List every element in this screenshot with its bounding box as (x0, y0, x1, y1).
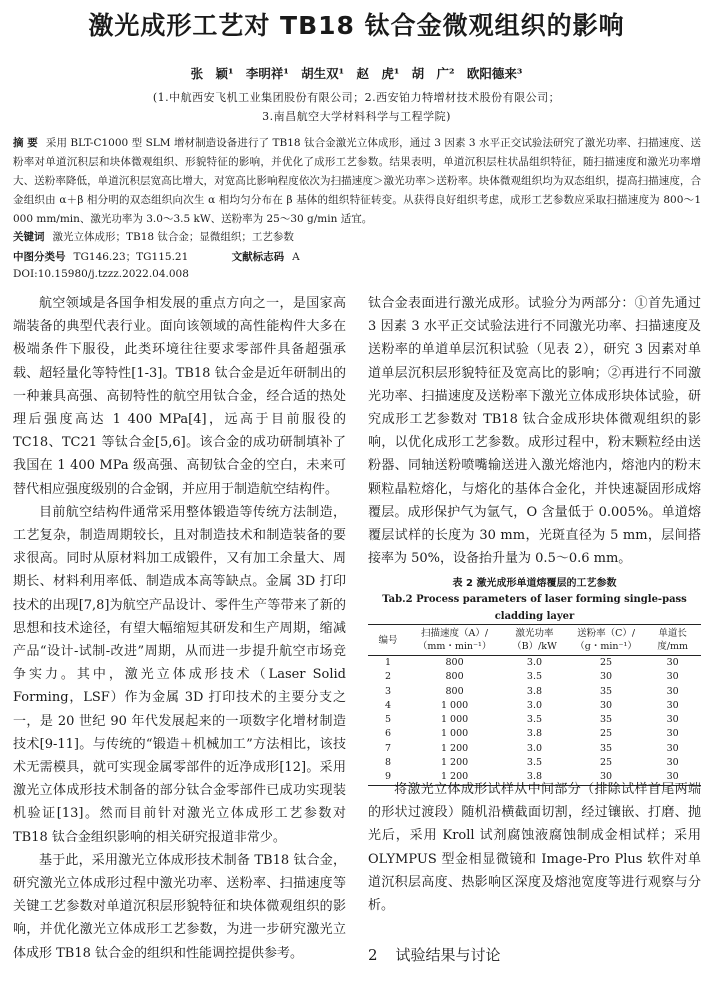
abstract (13, 134, 701, 229)
table-cell: 1 000 (440, 728, 469, 740)
body-paragraph-2: 目前航空结构件通常采用整体锻造等传统方法制造，工艺复杂，制造周期较长，且对制造技术和制造装备的要求很高。同时从原材料加工成锻件，又有加工余量大、周期长、材料利用率低、制造成本高等缺点。金属 3D 打印技术的出现[7,8]为航空产品设计、零件生产等带来了新的思想和技术途径，有望大幅缩短其研发和生产周期，缩减产品“设计-试制-改进”周期，从而进一步提升航空市场竞争实力。其中，激光立体成形技术（Laser Solid Forming，LSF）作为金属 3D 打印技术的主要分支之一，是 20 世纪 90 年代发展起来的一项数字化增材制造技术[9-11]。与传统的“锻造＋机械加工”方法相比，该技术无需模具，就可实现金属零部件的近净成形[12]。采用激光立体成形技术制备的部分钛合金零部件已成功实现装机验证[13]。然而目前针对激光立体成形工艺参数对 TB18 钛合金组织影响的相关研究报道非常少。 (13, 504, 346, 845)
table-row (368, 713, 701, 727)
table-cell: 6 (384, 728, 391, 740)
table-cell: 3.0 (526, 657, 543, 668)
right-column-bottom (368, 778, 701, 917)
keywords-label: 关键词 (13, 231, 45, 243)
table-caption-en: Tab.2 Process parameters of laser forming single-pass cladding layer (382, 594, 687, 622)
table-row (368, 699, 701, 713)
table-cell: 1 000 (440, 714, 469, 726)
table-header-row (368, 625, 701, 656)
table-row (368, 670, 701, 684)
table-cell: 1 000 (440, 699, 469, 711)
table-header-cell: 送粉率（C）/（g・min⁻¹） (568, 625, 645, 656)
process-parameter-table (368, 624, 701, 786)
table-cell: 3.5 (526, 671, 543, 683)
table-row (368, 727, 701, 741)
table-cell: 3.8 (526, 685, 543, 697)
table-cell: 30 (644, 770, 701, 785)
abstract-label: 摘 要 (13, 137, 38, 149)
table-caption-cn: 表 2 激光成形单道熔覆层的工艺参数 (452, 578, 617, 589)
table-cell: 800 (445, 685, 464, 697)
table-header-cell: 扫描速度（A）/（mm・min⁻¹） (408, 625, 501, 656)
body-paragraph-3: 基于此，采用激光立体成形技术制备 TB18 钛合金，研究激光立体成形过程中激光功率、送粉率、扫描速度等关键工艺参数对单道沉积层形貌特征和块体微观组织的影响，并优化激光立体成形工艺参数，为进一步研究激光立体成形 TB18 钛合金的组织和性能调控提供参考。 (13, 852, 346, 961)
table-cell: 800 (445, 671, 464, 683)
table-row (368, 756, 701, 770)
section-title: 试验结果与讨论 (395, 946, 501, 964)
table-cell: 35 (600, 742, 613, 754)
table-cell: 30 (600, 699, 613, 711)
table-cell: 1 200 (440, 742, 469, 754)
table-cell: 30 (568, 770, 645, 785)
table-row (368, 742, 701, 756)
table-cell: 30 (666, 685, 679, 697)
paper-title: 激光成形工艺对 TB18 钛合金微观组织的影响 (88, 11, 625, 40)
doc-code-value: A (292, 251, 300, 263)
table-cell: 25 (600, 657, 613, 668)
keywords-text: 激光立体成形；TB18 钛合金；显微组织；工艺参数 (52, 231, 294, 243)
table-cell: 25 (600, 757, 613, 769)
clc-label: 中图分类号 (13, 251, 66, 263)
table-cell: 30 (666, 714, 679, 726)
body-paragraph-1: 航空领域是各国争相发展的重点方向之一，是国家高端装备的典型代表行业。面向该领域的高性能构件大多在极端条件下服役，此类环境往往要求零部件具备超强承载、超轻量化等特性[1-3]。TB18 钛合金是近年研制出的一种兼具高强、高韧特性的航空用钛合金，经合适的热处理后强度高达 1 400 MPa[4]，远高于目前服役的 TC18、TC21 等钛合金[5,6]。该合金的成功研制填补了我国在 1 400 MPa 级高强、高韧钛合金的空白，未来可替代相应强度级别的合金钢，并应用于制造航空结构件。 (13, 296, 346, 497)
table-cell: 30 (666, 671, 679, 683)
table-cell: 35 (600, 714, 613, 726)
table-cell: 800 (445, 657, 464, 668)
table-cell: 5 (384, 714, 391, 726)
affiliation-line-1: (1.中航西安飞机工业集团股份有限公司；2.西安铂力特增材技术股份有限公司； (152, 91, 561, 104)
section-number: 2 (368, 946, 378, 964)
table-header-cell: 编号 (368, 625, 408, 656)
section-heading (368, 944, 501, 965)
table-cell: 3 (384, 685, 391, 697)
table-row (368, 685, 701, 699)
table-cell: 3.0 (526, 742, 543, 754)
table-cell: 9 (368, 770, 408, 785)
table-cell: 4 (384, 699, 391, 711)
table-cell: 7 (384, 742, 391, 754)
table-cell: 1 200 (408, 770, 501, 785)
table-header-cell: 激光功率（B）/kW (501, 625, 568, 656)
author-list: 张 颖¹ 李明祥¹ 胡生双¹ 赵 虎¹ 胡 广² 欧阳德来³ (190, 66, 523, 81)
table-cell: 3.8 (526, 728, 543, 740)
table-cell: 3.5 (526, 714, 543, 726)
clc-value: TG146.23；TG115.21 (73, 251, 189, 263)
table-cell: 1 200 (440, 757, 469, 769)
left-column (13, 292, 346, 965)
right-column-top (368, 292, 701, 570)
abstract-text: 采用 BLT-C1000 型 SLM 增材制造设备进行了 TB18 钛合金激光立体成形，通过 3 因素 3 水平正交试验法研究了激光功率、扫描速度、送粉率对单道沉积层和块体微观组织、形貌特征的影响，并优化了成形工艺参数。结果表明，单道沉积层柱状晶组织特征，随扫描速度和激光功率增大、送粉率降低，单道沉积层宽高比增大，对宽高比影响程度依次为扫描速度＞激光功率＞送粉率。块体微观组织均为双态组织，提高扫描速度，合金组织由 α＋β 相分明的双态组织向次生 α 相均匀分布在 β 基体的组织特征转变。从获得良好组织考虑，成形工艺参数应采取扫描速度为 800～1 000 mm/min、激光功率为 3.0～3.5 kW、送粉率为 25～30 g/min 适宜。 (13, 137, 701, 225)
body-paragraph-continued: 钛合金表面进行激光成形。试验分为两部分：①首先通过 3 因素 3 水平正交试验法进行不同激光功率、扫描速度及送粉率的单道单层沉积试验（见表 2），研究 3 因素对单道单层沉积层形貌特征及宽高比的影响；②再进行不同激光功率、扫描速度及送粉率下激光立体成形块体试验，研究成形工艺参数对 TB18 钛合金成形块体微观组织的影响，以优化成形工艺参数。成形过程中，粉末颗粒经由送粉器、同轴送粉喷嘴输送进入激光熔池内，熔池内的粉末颗粒晶粒熔化，与熔化的基体合金化，并快速凝固形成熔覆层。成形保护气为氩气，O 含量低于 0.005%。单道熔覆层试样的长度为 30 mm，光斑直径为 5 mm，层间搭接率为 50%，设备抬升量为 0.5～0.6 mm。 (368, 296, 701, 567)
table-cell: 2 (384, 671, 391, 683)
doc-code-label: 文献标志码 (231, 251, 285, 263)
table-cell: 8 (384, 757, 391, 769)
table-cell: 30 (666, 728, 679, 740)
affiliation-line-2: 3.南昌航空大学材料科学与工程学院) (262, 110, 451, 123)
table-cell: 30 (666, 757, 679, 769)
table-cell: 30 (666, 742, 679, 754)
table-cell: 3.0 (526, 699, 543, 711)
table-cell: 30 (666, 657, 679, 668)
table-cell: 1 (384, 657, 391, 668)
table-cell: 25 (600, 728, 613, 740)
table-row (368, 656, 701, 671)
table-cell: 30 (666, 699, 679, 711)
table-header-cell: 单道长度/mm (644, 625, 701, 656)
table-cell: 3.5 (526, 757, 543, 769)
table-cell: 30 (600, 671, 613, 683)
classification-row (13, 249, 300, 264)
doi: DOI:10.15980/j.tzzz.2022.04.008 (13, 268, 189, 280)
body-paragraph-method: 将激光立体成形试样从中间部分（排除试样首尾两端的形状过渡段）随机沿横截面切割，经过镶嵌、打磨、抛光后，采用 Kroll 试剂腐蚀液腐蚀制成金相试样；采用 OLYMPUS 型金相显微镜和 Image-Pro Plus 软件对单道沉积层高度、热影响区深度及熔池宽度等进行观察与分析。 (368, 782, 701, 914)
keywords (13, 229, 294, 244)
table-cell: 35 (600, 685, 613, 697)
table-cell: 3.8 (501, 770, 568, 785)
